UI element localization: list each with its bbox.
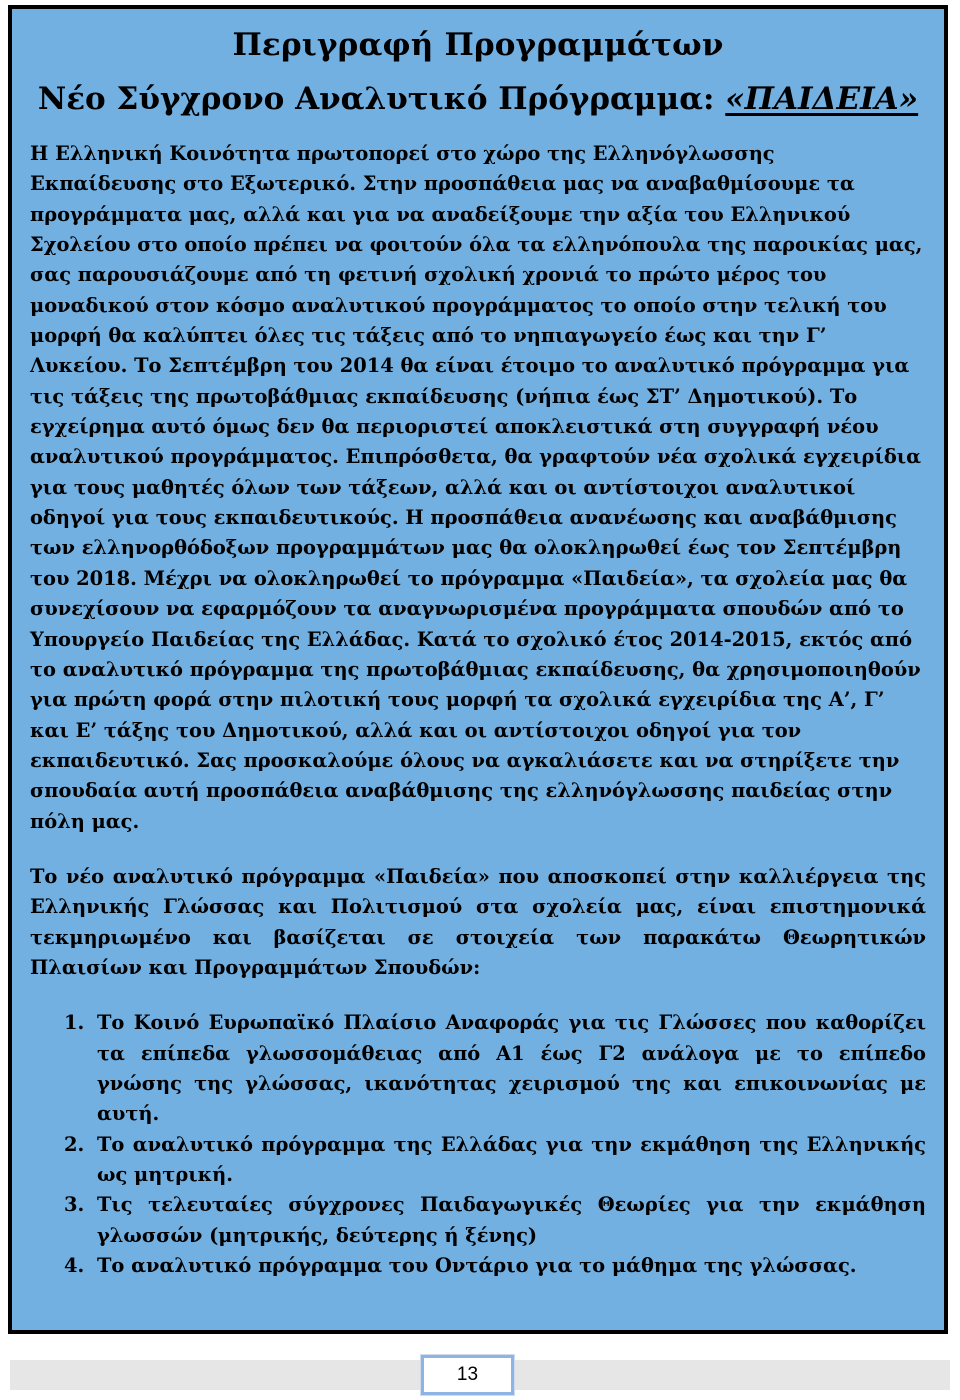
list-item-number: 1. [64,1011,85,1035]
intro-paragraph: Η Ελληνική Κοινότητα πρωτοπορεί στο χώρο της Ελληνόγλωσσης Εκπαίδευσης στο Εξωτερικό. Στην προσπάθεια μας να αναβαθμίσουμε τα προγράμματα μας, αλλά και για να αναδείξουμε την αξία του Ελληνικού Σχολείου στο οποίο πρέπει να φοιτούν όλα τα ελληνόπουλα της παροικίας μας, σας παρουσιάζουμε από τη φετινή σχολική χρονιά το πρώτο μέρος του μοναδικού στον κόσμο αναλυτικού προγράμματος το οποίο στην τελική του μορφή θα καλύπτει όλες τις τάξεις από το νηπιαγωγείο έως και την Γ’ Λυκείου. Το Σεπτέμβρη του 2014 θα είναι έτοιμο το αναλυτικό πρόγραμμα για τις τάξεις της πρωτοβάθμιας εκπαίδευσης (νήπια έως ΣΤ’ Δημοτικού). Το εγχείρημα αυτό όμως δεν θα περιοριστεί αποκλειστικά στη συγγραφή νέου αναλυτικού προγράμματος. Επιπρόσθετα, θα γραφτούν νέα σχολικά εγχειρίδια για τους μαθητές όλων των τάξεων, αλλά και οι αντίστοιχοι αναλυτικοί οδηγοί για τους εκπαιδευτικούς. Η προσπάθεια ανανέωσης και αναβάθμισης των ελληνορθόδοξων προγραμμάτων μας θα ολοκληρωθεί έως τον Σεπτέμβρη του 2018. Μέχρι να ολοκληρωθεί το πρόγραμμα «Παιδεία», τα σχολεία μας θα συνεχίσουν να εφαρμόζουν τα αναγνωρισμένα προγράμματα σπουδών από το Υπουργείο Παιδείας της Ελλάδας. Κατά το σχολικό έτος 2014-2015, εκτός από το αναλυτικό πρόγραμμα της πρωτοβάθμιας εκπαίδευσης, θα χρησιμοποιηθούν για πρώτη φορά στην πιλοτική τους μορφή τα σχολικά εγχειρίδια της Α’, Γ’ και Ε’ τάξης του Δημοτικού, αλλά και οι αντίστοιχοι οδηγοί για τον εκπαιδευτικό. Σας προσκαλούμε όλους να αγκαλιάσετε και να στηρίξετε την σπουδαία αυτή προσπάθεια αναβάθμισης της ελληνόγλωσσης παιδείας στην πόλη μας. [30,142,923,833]
list-item [30,1190,926,1251]
program-name: «ΠΑΙΔΕΙΑ» [725,81,919,117]
page-subtitle [30,77,926,121]
framework-list [30,1008,926,1281]
list-item [30,1251,926,1281]
list-item-number: 4. [64,1254,85,1278]
list-item-text: Το Κοινό Ευρωπαϊκό Πλαίσιο Αναφοράς για τις Γλώσσες που καθορίζει τα επίπεδα γλωσσομάθειας από Α1 έως Γ2 ανάλογα με το επίπεδο γνώσης της γλώσσας, ικανότητας χειρισμού της και επικοινωνίας με αυτή. [97,1011,926,1126]
list-item-number: 3. [64,1193,85,1217]
list-item-text: Τις τελευταίες σύγχρονες Παιδαγωγικές Θεωρίες για την εκμάθηση γλωσσών (μητρικής, δεύτερης ή ξένης) [97,1193,926,1247]
list-item [30,1130,926,1191]
page-number: 13 [421,1355,514,1395]
list-item-number: 2. [64,1132,85,1156]
page-title: Περιγραφή Προγραμμάτων [232,27,724,63]
list-item [30,1008,926,1129]
list-item-text: Το αναλυτικό πρόγραμμα της Ελλάδας για την εκμάθηση της Ελληνικής ως μητρική. [97,1132,926,1186]
content-panel [8,5,948,1334]
subtitle-prefix: Νέο Σύγχρονο Αναλυτικό Πρόγραμμα: [37,81,726,117]
list-item-text: Το αναλυτικό πρόγραμμα του Οντάριο για το μάθημα της γλώσσας. [97,1254,857,1278]
framework-paragraph: Το νέο αναλυτικό πρόγραμμα «Παιδεία» που αποσκοπεί στην καλλιέργεια της Ελληνικής Γλώσσας και Πολιτισμού στα σχολεία μας, είναι επιστημονικά τεκμηριωμένο και βασίζεται σε στοιχεία των παρακάτω Θεωρητικών Πλαισίων και Προγραμμάτων Σπουδών: [30,864,926,979]
